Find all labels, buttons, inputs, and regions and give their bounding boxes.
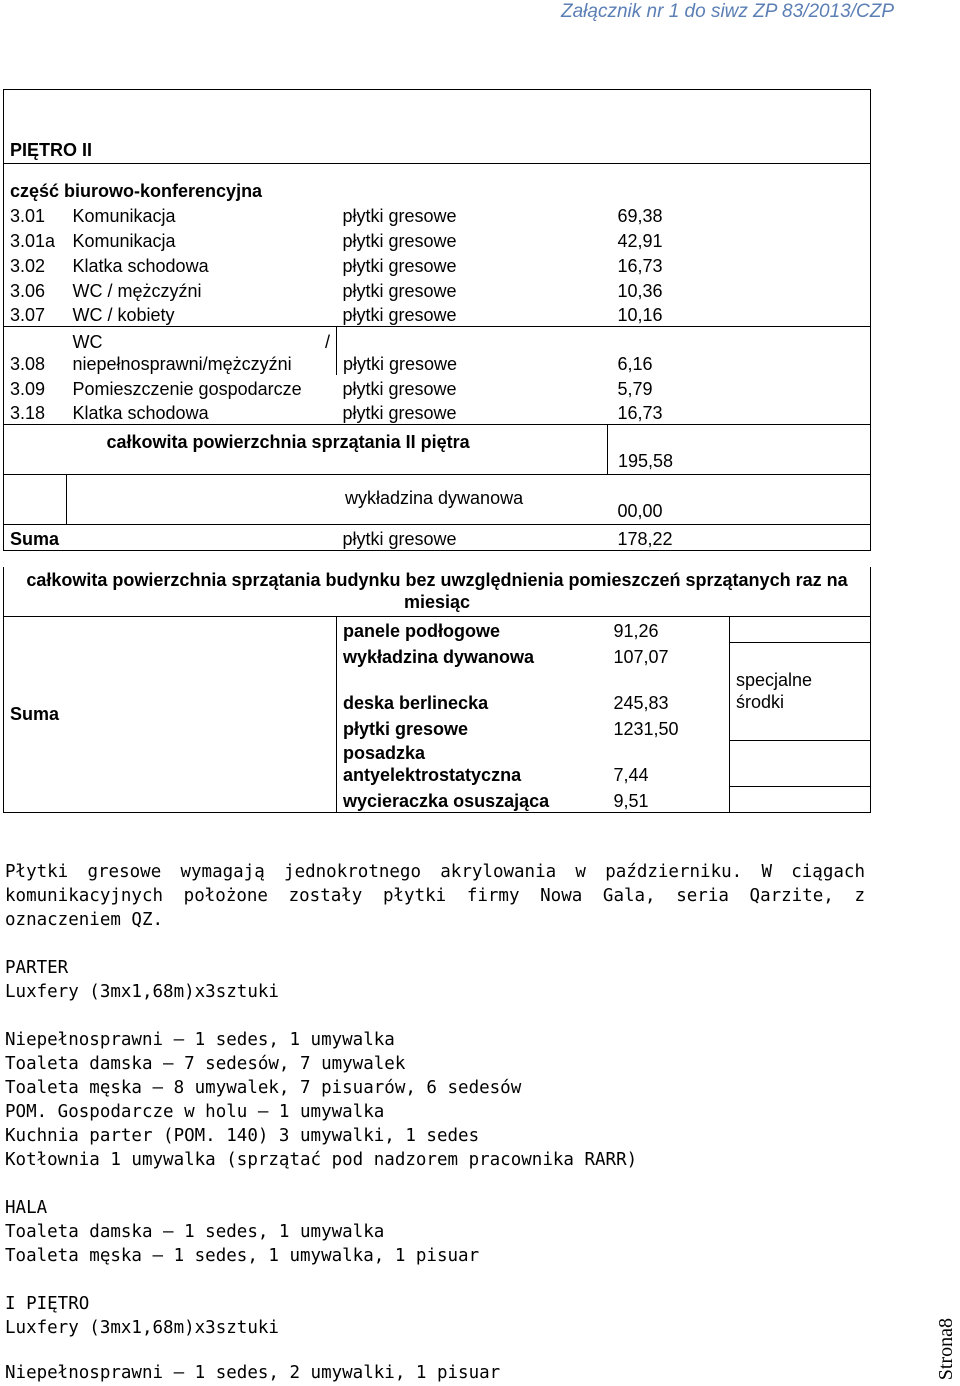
floor-table [3, 89, 871, 551]
room-area: 69,38 [608, 202, 871, 227]
carpet-label: wykładzina dywanowa [67, 475, 608, 525]
room-area: 10,36 [608, 277, 871, 302]
table-row [4, 327, 871, 375]
room-name: Komunikacja [72, 205, 176, 226]
room-name: Komunikacja [72, 230, 176, 251]
room-name-line: niepełnosprawni/mężczyźni [72, 353, 292, 374]
carpet-value: 00,00 [608, 475, 871, 525]
floor-total-value: 195,58 [608, 425, 871, 475]
room-floor: płytki gresowe [342, 230, 457, 251]
list-item: Niepełnosprawni – 1 sedes, 1 umywalka [5, 1030, 395, 1050]
floor-title: PIĘTRO II [4, 90, 871, 164]
room-number: 3.09 [4, 375, 67, 400]
room-name-slash: / [324, 331, 330, 352]
table-row [4, 202, 871, 227]
list-item: Niepełnosprawni – 1 sedes, 2 umywalki, 1 pisuar [5, 1363, 501, 1383]
surface-name-line: antyelektrostatyczna [343, 765, 522, 785]
room-number: 3.01a [4, 227, 67, 252]
room-name-line: WC [72, 331, 103, 352]
room-number: 3.01 [4, 202, 67, 227]
room-floor: płytki gresowe [342, 403, 457, 423]
table-row [4, 277, 871, 302]
surface-name-line: posadzka [343, 743, 426, 763]
surface-value: 107,07 [608, 642, 730, 668]
surface-name: płytki gresowe [343, 719, 469, 739]
surface-value: 245,83 [608, 668, 730, 714]
room-name: Klatka schodowa [72, 403, 209, 423]
note-paragraph: Płytki gresowe wymagają jednokrotnego akrylowania w październiku. W ciągach komunikacyjnych położone zostały płytki firmy Nowa Gala, seria Qarzite, z oznaczeniem QZ. [5, 862, 865, 930]
surface-name: deska berlinecka [343, 693, 489, 713]
room-floor: płytki gresowe [342, 255, 457, 276]
list-item: POM. Gospodarcze w holu – 1 umywalka [5, 1102, 385, 1122]
section-title: część biurowo-konferencyjna [4, 164, 871, 202]
room-floor: płytki gresowe [342, 280, 457, 301]
table-row [4, 302, 871, 327]
surface-value: 9,51 [608, 786, 730, 812]
list-item: Toaleta damska – 7 sedesów, 7 umywalek [5, 1054, 406, 1074]
surface-name: wykładzina dywanowa [343, 647, 535, 667]
list-item: Toaleta damska – 1 sedes, 1 umywalka [5, 1222, 385, 1242]
room-area: 5,79 [608, 375, 871, 400]
room-number: 3.08 [4, 327, 67, 375]
list-parter-sanitary [5, 1028, 865, 1172]
surface-value: 7,44 [608, 740, 730, 786]
table-row [4, 252, 871, 277]
list-item: Toaleta męska – 1 sedes, 1 umywalka, 1 pisuar [5, 1246, 480, 1266]
room-area: 16,73 [608, 252, 871, 277]
list-heading: HALA [5, 1198, 48, 1218]
room-number: 3.18 [4, 400, 67, 425]
list-parter [5, 956, 865, 1004]
page-number: Strona8 [935, 1317, 957, 1380]
room-area: 10,16 [608, 302, 871, 327]
suma-value: 178,22 [608, 525, 871, 551]
document-header: Załącznik nr 1 do siwz ZP 83/2013/CZP [561, 1, 894, 22]
room-number: 3.07 [4, 302, 67, 327]
room-name: WC / kobiety [72, 305, 175, 325]
surface-name: panele podłogowe [343, 621, 501, 641]
room-number: 3.02 [4, 252, 67, 277]
list-item: Kotłownia 1 umywalka (sprzątać pod nadzorem pracownika RARR) [5, 1150, 638, 1170]
suma-floor: płytki gresowe [337, 525, 608, 551]
room-number: 3.06 [4, 277, 67, 302]
list-first-floor [5, 1292, 865, 1340]
table-row [4, 400, 871, 425]
room-area: 16,73 [608, 400, 871, 425]
special-line: specjalne [736, 670, 813, 690]
surface-value: 1231,50 [608, 714, 730, 740]
list-heading: I PIĘTRO [5, 1294, 90, 1314]
room-name: Klatka schodowa [72, 255, 209, 276]
surface-name: wycieraczka osuszająca [337, 786, 608, 812]
room-name: WC / mężczyźni [72, 280, 202, 301]
room-floor: płytki gresowe [342, 205, 457, 226]
room-area: 6,16 [608, 327, 871, 375]
list-first-floor-sanitary [5, 1361, 865, 1385]
room-floor: płytki gresowe [337, 327, 608, 375]
building-caption: całkowita powierzchnia sprzątania budynku bez uwzględnienia pomieszczeń sprzątanych raz na miesiąc [4, 567, 871, 616]
list-item: Toaleta męska – 8 umywalek, 7 pisuarów, 6 sedesów [5, 1078, 522, 1098]
building-table [3, 567, 871, 813]
special-line: środki [736, 692, 785, 712]
building-suma-label: Suma [4, 616, 337, 812]
room-name: Pomieszczenie gospodarcze [72, 378, 302, 399]
room-floor: płytki gresowe [342, 378, 457, 399]
surface-value: 91,26 [608, 616, 730, 642]
table-row [4, 227, 871, 252]
list-item: Kuchnia parter (POM. 140) 3 umywalki, 1 sedes [5, 1126, 480, 1146]
table-row [4, 375, 871, 400]
list-hala [5, 1196, 865, 1268]
room-name [67, 327, 337, 375]
list-heading: PARTER [5, 958, 69, 978]
special-means [730, 642, 871, 740]
floor-total-label: całkowita powierzchnia sprzątania II piętra [67, 425, 608, 475]
surface-name [337, 740, 608, 786]
room-floor: płytki gresowe [342, 305, 457, 325]
room-area: 42,91 [608, 227, 871, 252]
list-item: Luxfery (3mx1,68m)x3sztuki [5, 1318, 279, 1338]
list-item: Luxfery (3mx1,68m)x3sztuki [5, 982, 279, 1002]
suma-label: Suma [4, 525, 337, 551]
